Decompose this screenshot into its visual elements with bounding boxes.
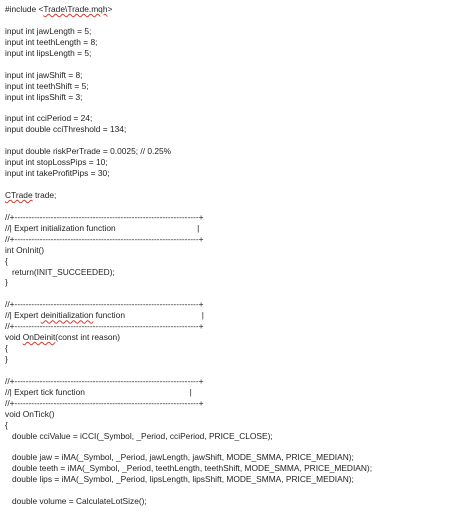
code-line: [5, 146, 471, 157]
code-line: [5, 37, 471, 48]
code-line: [5, 168, 471, 179]
code-text: void: [5, 332, 23, 343]
code-text: double teeth = iMA(_Symbol, _Period, teethLength, teethShift, MODE_SMMA, PRICE_MEDIAN);: [5, 463, 373, 474]
code-line: [5, 48, 471, 59]
code-line: [5, 277, 471, 288]
code-line: [5, 485, 471, 496]
code-text: double lips = iMA(_Symbol, _Period, lipsLength, lipsShift, MODE_SMMA, PRICE_MEDIAN);: [5, 474, 354, 485]
code-text: input double cciThreshold = 134;: [5, 124, 127, 135]
misspelled-word: CTrade: [5, 189, 33, 200]
code-text: input int lipsShift = 3;: [5, 91, 83, 102]
code-line: [5, 124, 471, 135]
code-line: [5, 201, 471, 212]
code-line: [5, 92, 471, 103]
code-text: //+------------------------------------------------------------------+: [5, 397, 204, 408]
code-line: [5, 15, 471, 26]
code-line: [5, 4, 471, 15]
code-text: {: [5, 343, 8, 354]
code-line: [5, 234, 471, 245]
code-text: #include <: [5, 4, 44, 14]
code-line: [5, 135, 471, 146]
code-text: //+------------------------------------------------------------------+: [5, 211, 204, 222]
code-line: [5, 157, 471, 168]
code-text: input int jawShift = 8;: [5, 69, 83, 80]
code-line: [5, 452, 471, 463]
code-text: input int lipsLength = 5;: [5, 47, 92, 58]
code-line: [5, 81, 471, 92]
code-text: double volume = CalculateLotSize();: [5, 496, 147, 507]
code-line: [5, 463, 471, 474]
code-line: [5, 212, 471, 223]
code-line: [5, 376, 471, 387]
code-text: }: [5, 277, 8, 288]
code-text: input int teethLength = 8;: [5, 36, 98, 47]
code-line: [5, 59, 471, 70]
code-line: [5, 442, 471, 453]
code-line: [5, 354, 471, 365]
code-text: function |: [93, 310, 204, 321]
code-line: [5, 409, 471, 420]
code-text: //+------------------------------------------------------------------+: [5, 375, 204, 386]
code-text: return(INIT_SUCCEEDED);: [5, 266, 115, 277]
code-line: [5, 256, 471, 267]
code-text: {: [5, 255, 8, 266]
code-line: [5, 113, 471, 124]
code-text: //+------------------------------------------------------------------+: [5, 233, 204, 244]
code-text: input double riskPerTrade = 0.0025; // 0.25%: [5, 146, 172, 157]
code-line: [5, 387, 471, 398]
code-text: double cciValue = iCCI(_Symbol, _Period, cciPeriod, PRICE_CLOSE);: [5, 430, 273, 441]
code-text: int OnInit(): [5, 244, 45, 255]
code-line: [5, 70, 471, 81]
code-text: //+------------------------------------------------------------------+: [5, 321, 204, 332]
code-text: input int teethShift = 5;: [5, 80, 89, 91]
code-line: [5, 398, 471, 409]
misspelled-word: OnDeinit: [22, 332, 56, 343]
code-text: trade;: [32, 189, 57, 200]
code-line: [5, 179, 471, 190]
code-line: [5, 26, 471, 37]
code-text: //| Expert tick function |: [5, 386, 192, 397]
code-line: [5, 321, 471, 332]
code-line: [5, 245, 471, 256]
code-text: //| Expert: [5, 310, 41, 321]
code-text: {: [5, 419, 8, 430]
misspelled-word: Trade\Trade.mqh: [43, 4, 108, 14]
code-text: void OnTick(): [5, 408, 55, 419]
code-text: //| Expert initialization function |: [5, 222, 200, 233]
code-line: [5, 474, 471, 485]
code-line: [5, 343, 471, 354]
code-line: [5, 431, 471, 442]
code-line: [5, 267, 471, 278]
code-editor[interactable]: [5, 4, 471, 507]
misspelled-word: deinitialization: [40, 310, 94, 321]
code-line: [5, 332, 471, 343]
code-text: }: [5, 354, 8, 364]
code-line: [5, 299, 471, 310]
code-line: [5, 288, 471, 299]
code-line: [5, 190, 471, 201]
code-text: (const int reason): [55, 332, 120, 343]
code-text: input int cciPeriod = 24;: [5, 113, 93, 124]
code-line: [5, 420, 471, 431]
code-line: [5, 365, 471, 376]
code-text: input int takeProfitPips = 30;: [5, 168, 110, 179]
code-text: input int stopLossPips = 10;: [5, 157, 108, 168]
code-text: >: [107, 4, 113, 14]
code-text: input int jawLength = 5;: [5, 25, 92, 36]
code-text: //+------------------------------------------------------------------+: [5, 299, 204, 310]
code-line: [5, 496, 471, 507]
code-line: [5, 102, 471, 113]
code-text: double jaw = iMA(_Symbol, _Period, jawLength, jawShift, MODE_SMMA, PRICE_MEDIAN);: [5, 452, 354, 463]
code-line: [5, 223, 471, 234]
code-line: [5, 310, 471, 321]
